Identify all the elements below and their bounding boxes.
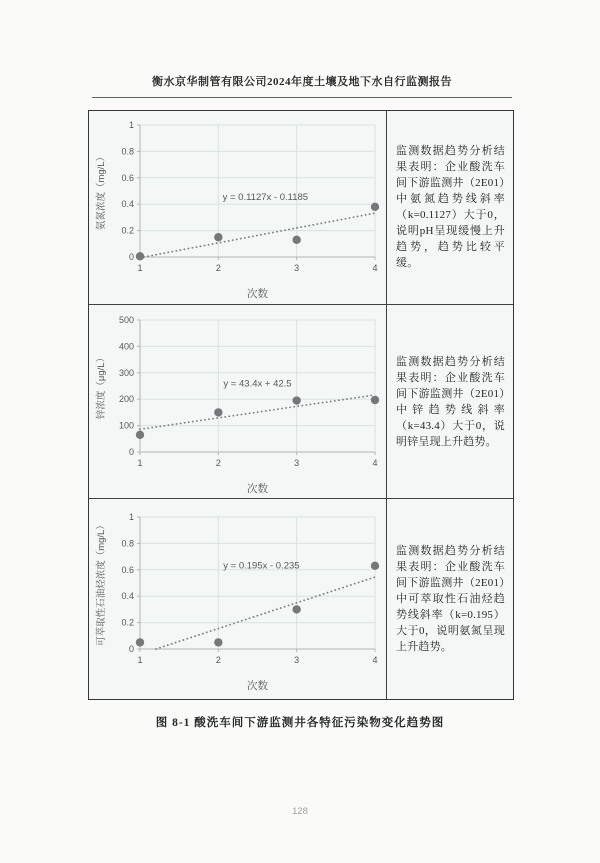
svg-text:y = 43.4x + 42.5: y = 43.4x + 42.5 xyxy=(222,378,292,390)
svg-text:0.2: 0.2 xyxy=(120,225,134,236)
svg-text:可萃取性石油烃浓度（mg/L）: 可萃取性石油烃浓度（mg/L） xyxy=(95,520,107,646)
svg-text:0: 0 xyxy=(128,446,134,457)
zinc-trend-chart xyxy=(92,308,384,496)
svg-text:2: 2 xyxy=(215,263,221,274)
svg-text:0.4: 0.4 xyxy=(120,591,134,602)
svg-text:1: 1 xyxy=(136,263,143,274)
chart-cell-zinc xyxy=(89,305,386,499)
analysis-text-ammonia: 监测数据趋势分析结果表明：企业酸洗车间下游监测井（2E01）中氨氮趋势线斜率（k=0.1127）大于0，说明pH呈现缓慢上升趋势，趋势比较平缓。 xyxy=(396,145,505,270)
svg-text:0.2: 0.2 xyxy=(120,617,134,628)
svg-text:次数: 次数 xyxy=(246,288,268,301)
svg-text:2: 2 xyxy=(215,457,221,468)
svg-text:1: 1 xyxy=(136,655,143,666)
svg-text:y = 0.1127x - 0.1185: y = 0.1127x - 0.1185 xyxy=(222,192,308,204)
svg-text:200: 200 xyxy=(118,393,134,404)
chart-cell-ammonia xyxy=(89,111,386,304)
svg-text:0.4: 0.4 xyxy=(120,199,134,210)
svg-text:氨氮浓度（mg/L）: 氨氮浓度（mg/L） xyxy=(95,152,107,231)
svg-text:次数: 次数 xyxy=(246,680,268,693)
svg-text:0.6: 0.6 xyxy=(120,173,134,184)
report-title: 衡水京华制管有限公司2024年度土壤及地下水自行监测报告 xyxy=(152,76,452,88)
svg-text:1: 1 xyxy=(128,120,134,131)
svg-text:0: 0 xyxy=(128,252,134,263)
svg-text:100: 100 xyxy=(118,420,134,431)
chart-cell-petroleum xyxy=(89,499,386,699)
svg-text:锌浓度（μg/L）: 锌浓度（μg/L） xyxy=(95,352,107,419)
page-header xyxy=(92,72,512,98)
analysis-cell-zinc xyxy=(386,305,513,499)
svg-text:300: 300 xyxy=(118,367,134,378)
svg-text:0.8: 0.8 xyxy=(120,146,134,157)
svg-text:3: 3 xyxy=(293,655,299,666)
petroleum-hydrocarbon-trend-chart xyxy=(92,505,384,693)
svg-text:4: 4 xyxy=(371,655,378,666)
svg-text:3: 3 xyxy=(293,263,299,274)
analysis-cell-petroleum xyxy=(386,499,513,699)
svg-text:1: 1 xyxy=(136,457,143,468)
svg-text:次数: 次数 xyxy=(246,482,268,495)
analysis-cell-ammonia xyxy=(386,111,513,304)
svg-text:1: 1 xyxy=(128,512,134,523)
page-number: 128 xyxy=(292,806,308,817)
analysis-text-petroleum: 监测数据趋势分析结果表明：企业酸洗车间下游监测井（2E01）中可萃取性石油烃趋势线斜率（k=0.195）大于0，说明氨氮呈现上升趋势。 xyxy=(396,545,505,654)
svg-text:3: 3 xyxy=(293,457,299,468)
svg-text:500: 500 xyxy=(118,314,134,325)
svg-text:400: 400 xyxy=(118,340,134,351)
analysis-text-zinc: 监测数据趋势分析结果表明：企业酸洗车间下游监测井（2E01）中锌趋势线斜率（k=43.4）大于0，说明锌呈现上升趋势。 xyxy=(396,355,505,448)
figure-caption: 图 8-1 酸洗车间下游监测井各特征污染物变化趋势图 xyxy=(155,717,445,729)
table-row-petroleum xyxy=(89,498,513,699)
svg-text:0: 0 xyxy=(128,644,134,655)
svg-text:4: 4 xyxy=(371,457,378,468)
table-row-ammonia xyxy=(89,111,513,304)
trend-charts-table xyxy=(88,110,514,700)
svg-text:0.8: 0.8 xyxy=(120,538,134,549)
svg-text:0.6: 0.6 xyxy=(120,564,134,575)
svg-text:4: 4 xyxy=(371,263,378,274)
table-row-zinc xyxy=(89,304,513,499)
ammonia-nitrogen-trend-chart xyxy=(92,113,384,301)
svg-text:y = 0.195x - 0.235: y = 0.195x - 0.235 xyxy=(222,560,300,572)
svg-text:2: 2 xyxy=(215,655,221,666)
